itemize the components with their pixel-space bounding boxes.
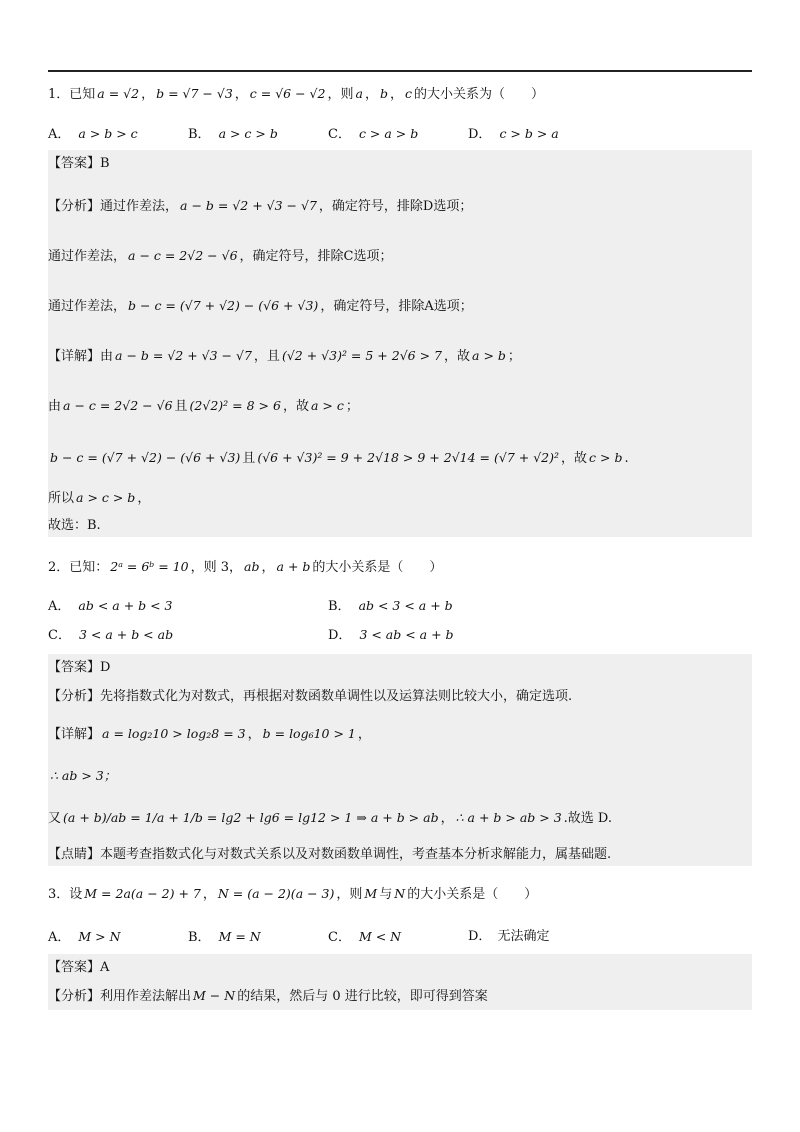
- q1-detail-2: [48, 396, 752, 417]
- q1-stem-mid: ，则: [327, 87, 354, 102]
- q1-sep1: ，: [141, 87, 155, 102]
- detail-math-2: (√2 + √3)² = 5 + 2√6 > 7: [281, 348, 442, 363]
- detail-post: .: [624, 451, 629, 466]
- q2-option-c: [48, 625, 175, 646]
- detail-math-2: ⇒ a + b > ab: [356, 810, 439, 825]
- detail-math-1: a − b = √2 + √3 − √7: [115, 348, 252, 363]
- q1-detail-3: [48, 448, 752, 469]
- option-expr: 无法确定: [497, 929, 550, 944]
- q3-analysis: [48, 986, 752, 1007]
- detail-math-2: (2√2)² = 8 > 6: [189, 398, 281, 413]
- q1-stem: [48, 84, 752, 105]
- analysis-pre: 通过作差法，: [100, 199, 179, 214]
- q2-option-d: [328, 625, 456, 646]
- detail-math-3: c > b: [589, 450, 623, 465]
- analysis-math: M − N: [193, 988, 236, 1003]
- q2-detail-1: [48, 724, 752, 745]
- q2-stem: [48, 557, 752, 578]
- option-expr: M = N: [218, 929, 261, 944]
- analysis-pre: 【分析】利用作差法解出: [48, 989, 192, 1004]
- q3-number: 3．设: [48, 887, 83, 902]
- analysis-pre: 通过作差法，: [48, 249, 127, 264]
- q1-analysis-3: [48, 296, 752, 317]
- detail-mid-2: ，故: [444, 349, 471, 364]
- q2-detail-2: [48, 766, 752, 787]
- analysis-label: 【分析】: [48, 199, 101, 214]
- detail-math-2: (√6 + √3)² = 9 + 2√18 > 9 + 2√14 = (√7 + √2)²: [257, 450, 560, 465]
- option-expr: 3 < a + b < ab: [78, 627, 174, 642]
- detail-mid: ，: [440, 811, 454, 826]
- q3-yu: 与: [379, 887, 393, 902]
- option-expr: a > b > c: [78, 126, 138, 141]
- option-expr: M > N: [78, 929, 121, 944]
- q1-detail-1: [48, 346, 752, 367]
- q3-answer: 【答案】A: [48, 960, 110, 975]
- q1-so: [48, 488, 752, 509]
- q1-var-c: c: [405, 86, 413, 101]
- q1-var-a: a: [355, 86, 363, 101]
- analysis-math: a − b = √2 + √3 − √7: [180, 198, 317, 213]
- q1-option-c: [328, 124, 420, 145]
- detail-post: ；: [345, 399, 359, 414]
- option-letter: C．: [48, 628, 71, 643]
- option-expr: ab < 3 < a + b: [358, 598, 453, 613]
- q1-cond-b: b = √7 − √3: [156, 86, 233, 101]
- detail-math-1: (a + b)/ab = 1/a + 1/b = lg2 + lg6 = lg12 > 1: [63, 810, 353, 825]
- q2-detail-3: [48, 808, 752, 829]
- detail-post: ，: [357, 727, 371, 742]
- q3-stem: [48, 884, 752, 905]
- detail-math-1: a − c = 2√2 − √6: [63, 398, 173, 413]
- detail-pre: 由: [100, 349, 114, 364]
- q3-option-d: [468, 927, 549, 947]
- q2-stem-post: 的大小关系是（ ）: [312, 560, 443, 575]
- so-math: a > c > b: [76, 490, 136, 505]
- detail-post: .故选 D.: [563, 811, 613, 826]
- q2-answer-block: [48, 654, 752, 866]
- detail-pre: 又: [48, 811, 62, 826]
- q3-var-m: M: [364, 886, 378, 901]
- q3-cond-m: M = 2a(a − 2) + 7: [84, 886, 201, 901]
- option-expr: c > b > a: [499, 126, 559, 141]
- detail-post: ；: [507, 349, 521, 364]
- analysis-post: ，确定符号，排除D选项；: [318, 199, 473, 214]
- so-pre: 所以: [48, 491, 75, 506]
- option-expr: c > a > b: [358, 126, 419, 141]
- detail-therefore: ∴ ab > 3；: [50, 768, 117, 783]
- q3-option-b: [188, 927, 263, 948]
- q3-stem-mid: ，则: [336, 887, 363, 902]
- q1-comma-2: ，: [389, 87, 403, 102]
- option-letter: B．: [188, 930, 211, 945]
- q3-sep: ，: [202, 887, 216, 902]
- detail-math-1: a = log₂10 > log₂8 = 3: [102, 726, 246, 741]
- q2-comma: ，: [261, 560, 275, 575]
- detail-sep: ，: [247, 727, 261, 742]
- option-letter: D．: [468, 929, 492, 944]
- q2-cond: 2ᵃ = 6ᵇ = 10: [110, 559, 189, 574]
- q3-var-n: N: [394, 886, 406, 901]
- detail-math-2: b = log₆10 > 1: [262, 726, 356, 741]
- analysis-math: a − c = 2√2 − √6: [128, 248, 238, 263]
- top-rule: [48, 70, 752, 72]
- q3-stem-post: 的大小关系是（ ）: [407, 887, 538, 902]
- detail-math-3: a > b: [472, 348, 506, 363]
- detail-mid: ，且: [253, 349, 280, 364]
- q1-cond-c: c = √6 − √2: [249, 86, 326, 101]
- q1-var-b: b: [379, 86, 388, 101]
- analysis-post: ，确定符号，排除C选项；: [239, 249, 393, 264]
- option-expr: M < N: [358, 929, 402, 944]
- option-expr: 3 < ab < a + b: [359, 627, 454, 642]
- detail-label: 【详解】: [48, 727, 101, 742]
- q1-cond-a: a = √2: [97, 86, 140, 101]
- option-letter: D．: [468, 127, 492, 142]
- so-post: ，: [137, 491, 151, 506]
- option-letter: A．: [48, 599, 71, 614]
- q1-analysis-2: [48, 246, 752, 267]
- q1-choose: 故选：B.: [48, 518, 101, 533]
- q2-analysis: 【分析】先将指数式化为对数式，再根据对数函数单调性以及运算法则比较大小，确定选项.: [48, 689, 573, 704]
- q3-cond-n: N = (a − 2)(a − 3): [217, 886, 335, 901]
- detail-mid-2: ，故: [282, 399, 309, 414]
- q2-option-a: [48, 596, 175, 617]
- detail-mid: 且: [242, 451, 256, 466]
- option-expr: ab < a + b < 3: [78, 598, 173, 613]
- q3-option-a: [48, 927, 123, 948]
- analysis-pre: 通过作差法，: [48, 299, 127, 314]
- q2-var-ab: ab: [244, 559, 260, 574]
- analysis-post: 的结果，然后与 0 进行比较，即可得到答案: [237, 989, 488, 1004]
- q1-comma-1: ，: [364, 87, 378, 102]
- q1-option-a: [48, 124, 140, 145]
- option-letter: B．: [188, 127, 211, 142]
- detail-math-3: a > c: [310, 398, 344, 413]
- q1-option-d: [468, 124, 561, 145]
- q1-number: 1．已知: [48, 87, 96, 102]
- detail-math-3: ∴ a + b > ab > 3: [455, 810, 562, 825]
- q1-option-b: [188, 124, 280, 145]
- q2-stem-mid: ，则 3，: [190, 560, 243, 575]
- option-letter: D．: [328, 628, 352, 643]
- q1-stem-post: 的大小关系为（ ）: [414, 87, 545, 102]
- option-letter: B．: [328, 599, 351, 614]
- q2-answer: 【答案】D: [48, 660, 111, 675]
- q2-option-b: [328, 596, 455, 617]
- q1-analysis-1: [48, 196, 752, 217]
- q2-comment: 【点睛】本题考查指数式化与对数式关系以及对数函数单调性，考查基本分析求解能力，属基础题.: [48, 847, 612, 862]
- q3-option-c: [328, 927, 403, 948]
- analysis-post: ，确定符号，排除A选项；: [320, 299, 473, 314]
- detail-mid-2: ，故: [561, 451, 588, 466]
- q2-number: 2．已知：: [48, 560, 109, 575]
- detail-pre: 由: [48, 399, 62, 414]
- option-expr: a > c > b: [218, 126, 278, 141]
- option-letter: A．: [48, 930, 71, 945]
- q2-var-a-plus-b: a + b: [276, 559, 311, 574]
- option-letter: A．: [48, 127, 71, 142]
- option-letter: C．: [328, 930, 351, 945]
- q1-answer: 【答案】B: [48, 156, 110, 171]
- option-letter: C．: [328, 127, 351, 142]
- detail-mid: 且: [174, 399, 188, 414]
- q1-sep2: ，: [234, 87, 248, 102]
- detail-label: 【详解】: [48, 349, 101, 364]
- analysis-math: b − c = (√7 + √2) − (√6 + √3): [128, 298, 319, 313]
- detail-math-1: b − c = (√7 + √2) − (√6 + √3): [50, 450, 241, 465]
